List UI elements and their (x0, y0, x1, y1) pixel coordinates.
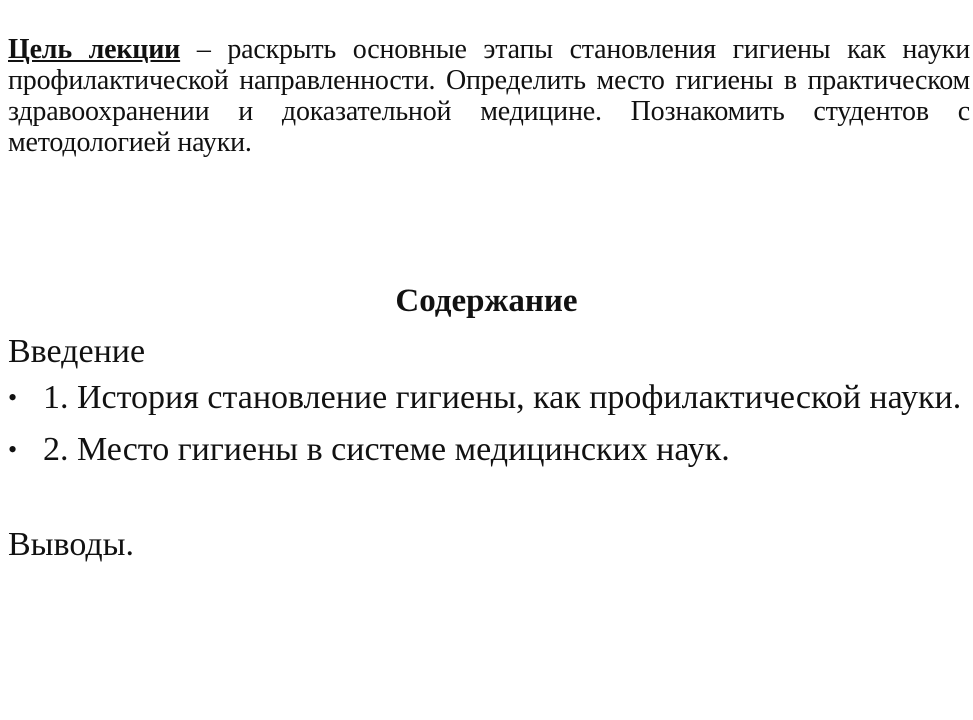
contents-heading: Содержание (395, 283, 578, 319)
list-item (8, 378, 970, 418)
bullet-icon: • (8, 383, 18, 412)
bullet-icon: • (8, 435, 18, 464)
list-item (8, 430, 970, 470)
contents-conclusions: Выводы. (8, 526, 135, 563)
contents-list (8, 378, 970, 482)
lecture-goal-label: Цель лекции (8, 34, 181, 65)
contents-intro: Введение (8, 333, 146, 370)
lecture-goal-paragraph (8, 34, 970, 158)
lecture-goal-text: – раскрыть основные этапы становления гигиены как науки профилактической направленности. Определить место гигиены в практическом здравоохранении и доказательной медицине. Познакомить студентов с методологией науки. (8, 34, 970, 158)
list-item-text: 1. История становление гигиены, как профилактической науки. (43, 379, 962, 416)
list-item-text: 2. Место гигиены в системе медицинских наук. (43, 431, 730, 468)
